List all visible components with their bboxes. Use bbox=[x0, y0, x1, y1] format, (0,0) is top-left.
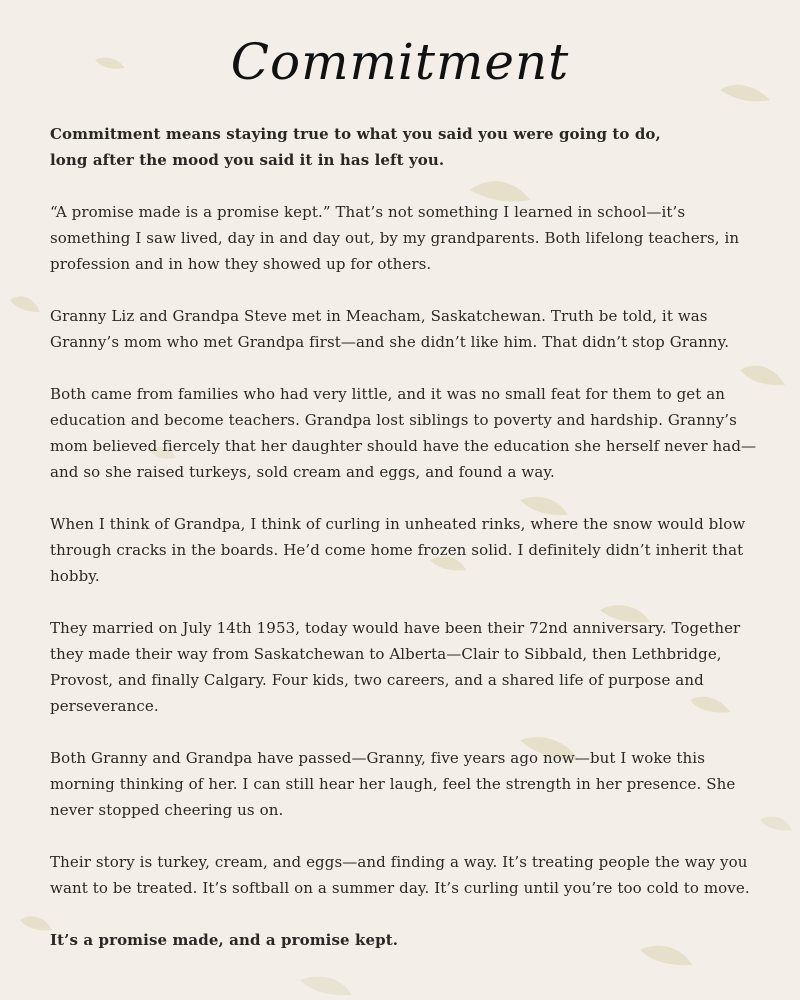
paragraph-promise: “A promise made is a promise kept.” That’s not something I learned in school—it’s something I saw lived, day in and day out, by my grandparents. Both lifelong teachers, in profession and in how they showed up for others. bbox=[50, 203, 740, 273]
paragraph-meeting: Granny Liz and Grandpa Steve met in Meacham, Saskatchewan. Truth be told, it was Granny’s mom who met Grandpa first—and she didn’t like him. That didn’t stop Granny. bbox=[50, 307, 730, 351]
paragraph-families: Both came from families who had very little, and it was no small feat for them to get an education and become teachers. Grandpa lost siblings to poverty and hardship. Granny’s mom believed fiercely that her daughter should have the education she herself never had—and so she raised turkeys, sold cream and eggs, and found a way. bbox=[50, 385, 757, 481]
lead-line-2: long after the mood you said it in has left you. bbox=[50, 151, 445, 169]
paragraph-marriage: They married on July 14th 1953, today would have been their 72nd anniversary. Together they made their way from Saskatchewan to Alberta—Clair to Sibbald, then Lethbridge, Provost, and finally Calgary. Four kids, two careers, and a shared life of purpose and perseverance. bbox=[50, 619, 741, 715]
article-body bbox=[50, 121, 770, 953]
paragraph-story: Their story is turkey, cream, and eggs—and finding a way. It’s treating people the way you want to be treated. It’s softball on a summer day. It’s curling until you’re too cold to move. bbox=[50, 853, 750, 897]
page-title: Commitment bbox=[230, 33, 570, 91]
closing-statement: It’s a promise made, and a promise kept. bbox=[50, 931, 399, 949]
lead-statement bbox=[50, 121, 770, 173]
paragraph-curling: When I think of Grandpa, I think of curling in unheated rinks, where the snow would blow through cracks in the boards. He’d come home frozen solid. I definitely didn’t inherit that hobby. bbox=[50, 515, 746, 585]
paragraph-passing: Both Granny and Grandpa have passed—Granny, five years ago now—but I woke this morning thinking of her. I can still hear her laugh, feel the strength in her presence. She never stopped cheering us on. bbox=[50, 749, 736, 819]
lead-line-1: Commitment means staying true to what you said you were going to do, bbox=[50, 125, 661, 143]
